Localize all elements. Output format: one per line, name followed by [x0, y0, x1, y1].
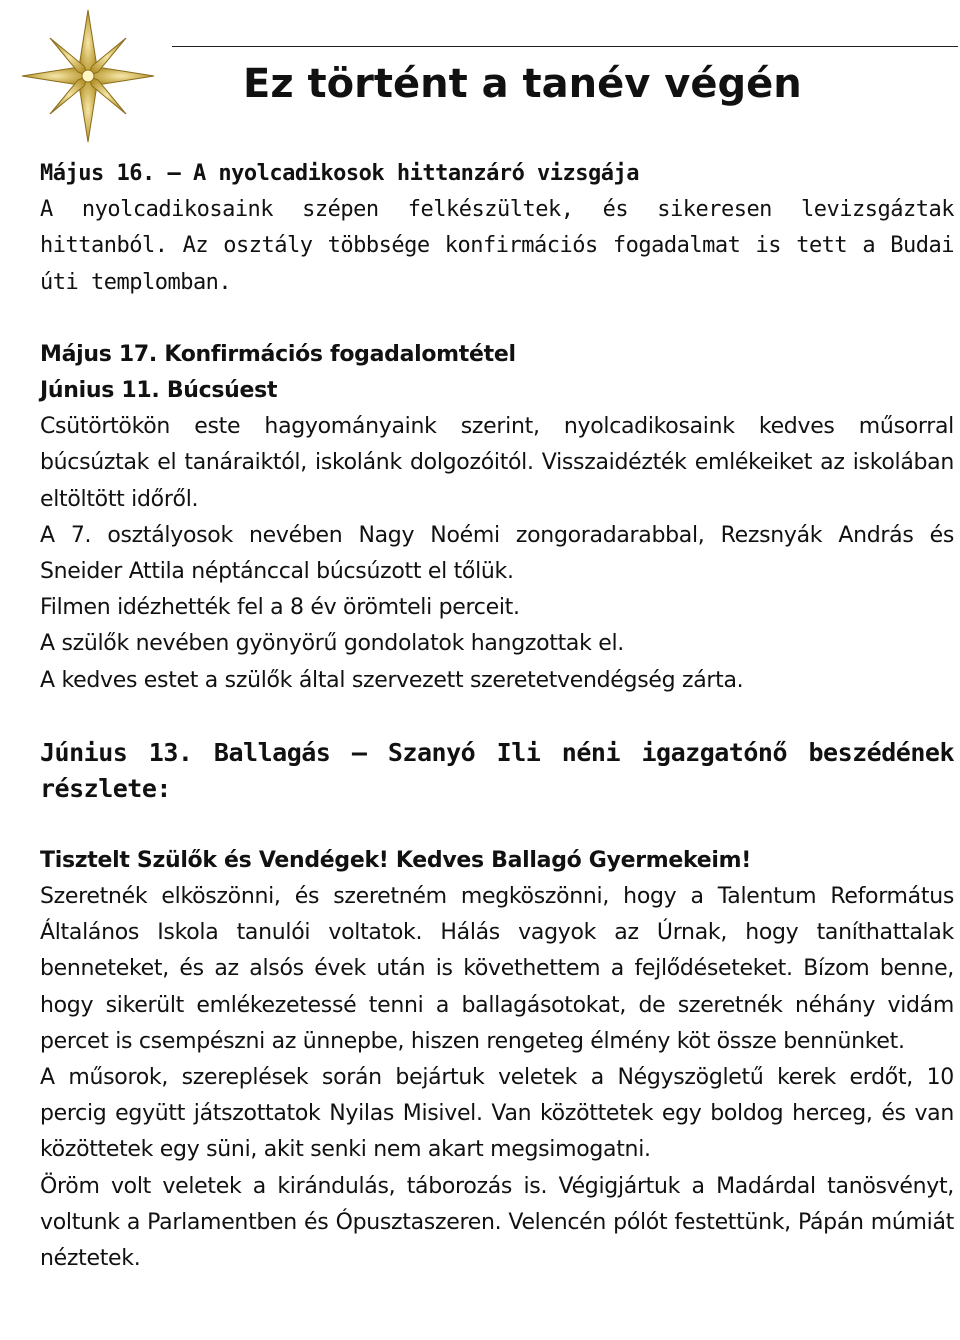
date-jun11: Június 11.	[40, 378, 160, 404]
paragraph-jun11-5: A kedves estet a szülők által szervezett szeretetvendégség zárta.	[40, 667, 744, 693]
speech-greeting: Tisztelt Szülők és Vendégek! Kedves Ballagó Gyermekeim!	[40, 847, 751, 873]
section-heading-may17	[40, 337, 954, 373]
event-title-may17: Konfirmációs fogadalomtétel	[164, 341, 516, 367]
section-heading-may16: Május 16. – A nyolcadikosok hittanzáró vizsgája	[40, 161, 640, 186]
paragraph-may16: A nyolcadikosaink szépen felkészültek, és sikeresen levizsgáztak hittanból. Az osztály többsége konfirmációs fogadalmat is tett a Budai úti templomban.	[40, 197, 954, 295]
event-title-jun11: Búcsúest	[166, 378, 278, 404]
paragraph-jun11-1: Csütörtökön este hagyományaink szerint, nyolcadikosaink kedves műsorral búcsúztak el tanáraiktól, iskolánk dolgozóitól. Visszaidézték emlékeiket az iskolában eltöltött időről.	[40, 414, 954, 512]
section-heading-jun13: Június 13. Ballagás – Szanyó Ili néni igazgatónő beszédének részlete:	[40, 737, 954, 803]
star-icon	[18, 6, 158, 146]
speech-paragraph-3: Öröm volt veletek a kirándulás, táborozás is. Végigjártuk a Madárdal tanösvényt, voltunk a Parlamentben és Ópusztaszeren. Velencén pólót festettünk, Pápán múmiát néztetek.	[40, 1173, 954, 1272]
article-body	[40, 156, 954, 1277]
paragraph-jun11-4: A szülők nevében gyönyörű gondolatok hangzottak el.	[40, 631, 624, 657]
speech-paragraph-2: A műsorok, szereplések során bejártuk veletek a Négyszögletű kerek erdőt, 10 percig együtt játszottatok Nyilas Misivel. Van közöttetek egy boldog herceg, és van közöttetek egy süni, akit senki nem akart megsimogatni.	[40, 1065, 954, 1163]
section-heading-jun11	[40, 373, 954, 409]
paragraph-jun11-2: A 7. osztályosok nevében Nagy Noémi zongoradarabbal, Rezsnyák András és Sneider Attila néptánccal búcsúzott el tőlük.	[40, 522, 954, 585]
header-rule	[172, 46, 958, 47]
speech-paragraph-1: Szeretnék elköszönni, és szeretném megköszönni, hogy a Talentum Református Általános Iskola tanulói voltatok. Hálás vagyok az Úrnak, hogy taníthattalak benneteket, és az alsós évek után is követhettem a fejlődéseteket. Bízom benne, hogy sikerült emlékezetessé tenni a ballagásotokat, de szeretnék néhány vidám percet is csempészni az ünnepbe, hiszen rengeteg élmény köt össze bennünket.	[40, 884, 954, 1054]
paragraph-jun11-3: Filmen idézhették fel a 8 év örömteli perceit.	[40, 595, 520, 621]
date-may17: Május 17.	[40, 341, 157, 367]
page-title: Ez történt a tanév végén	[243, 61, 802, 107]
